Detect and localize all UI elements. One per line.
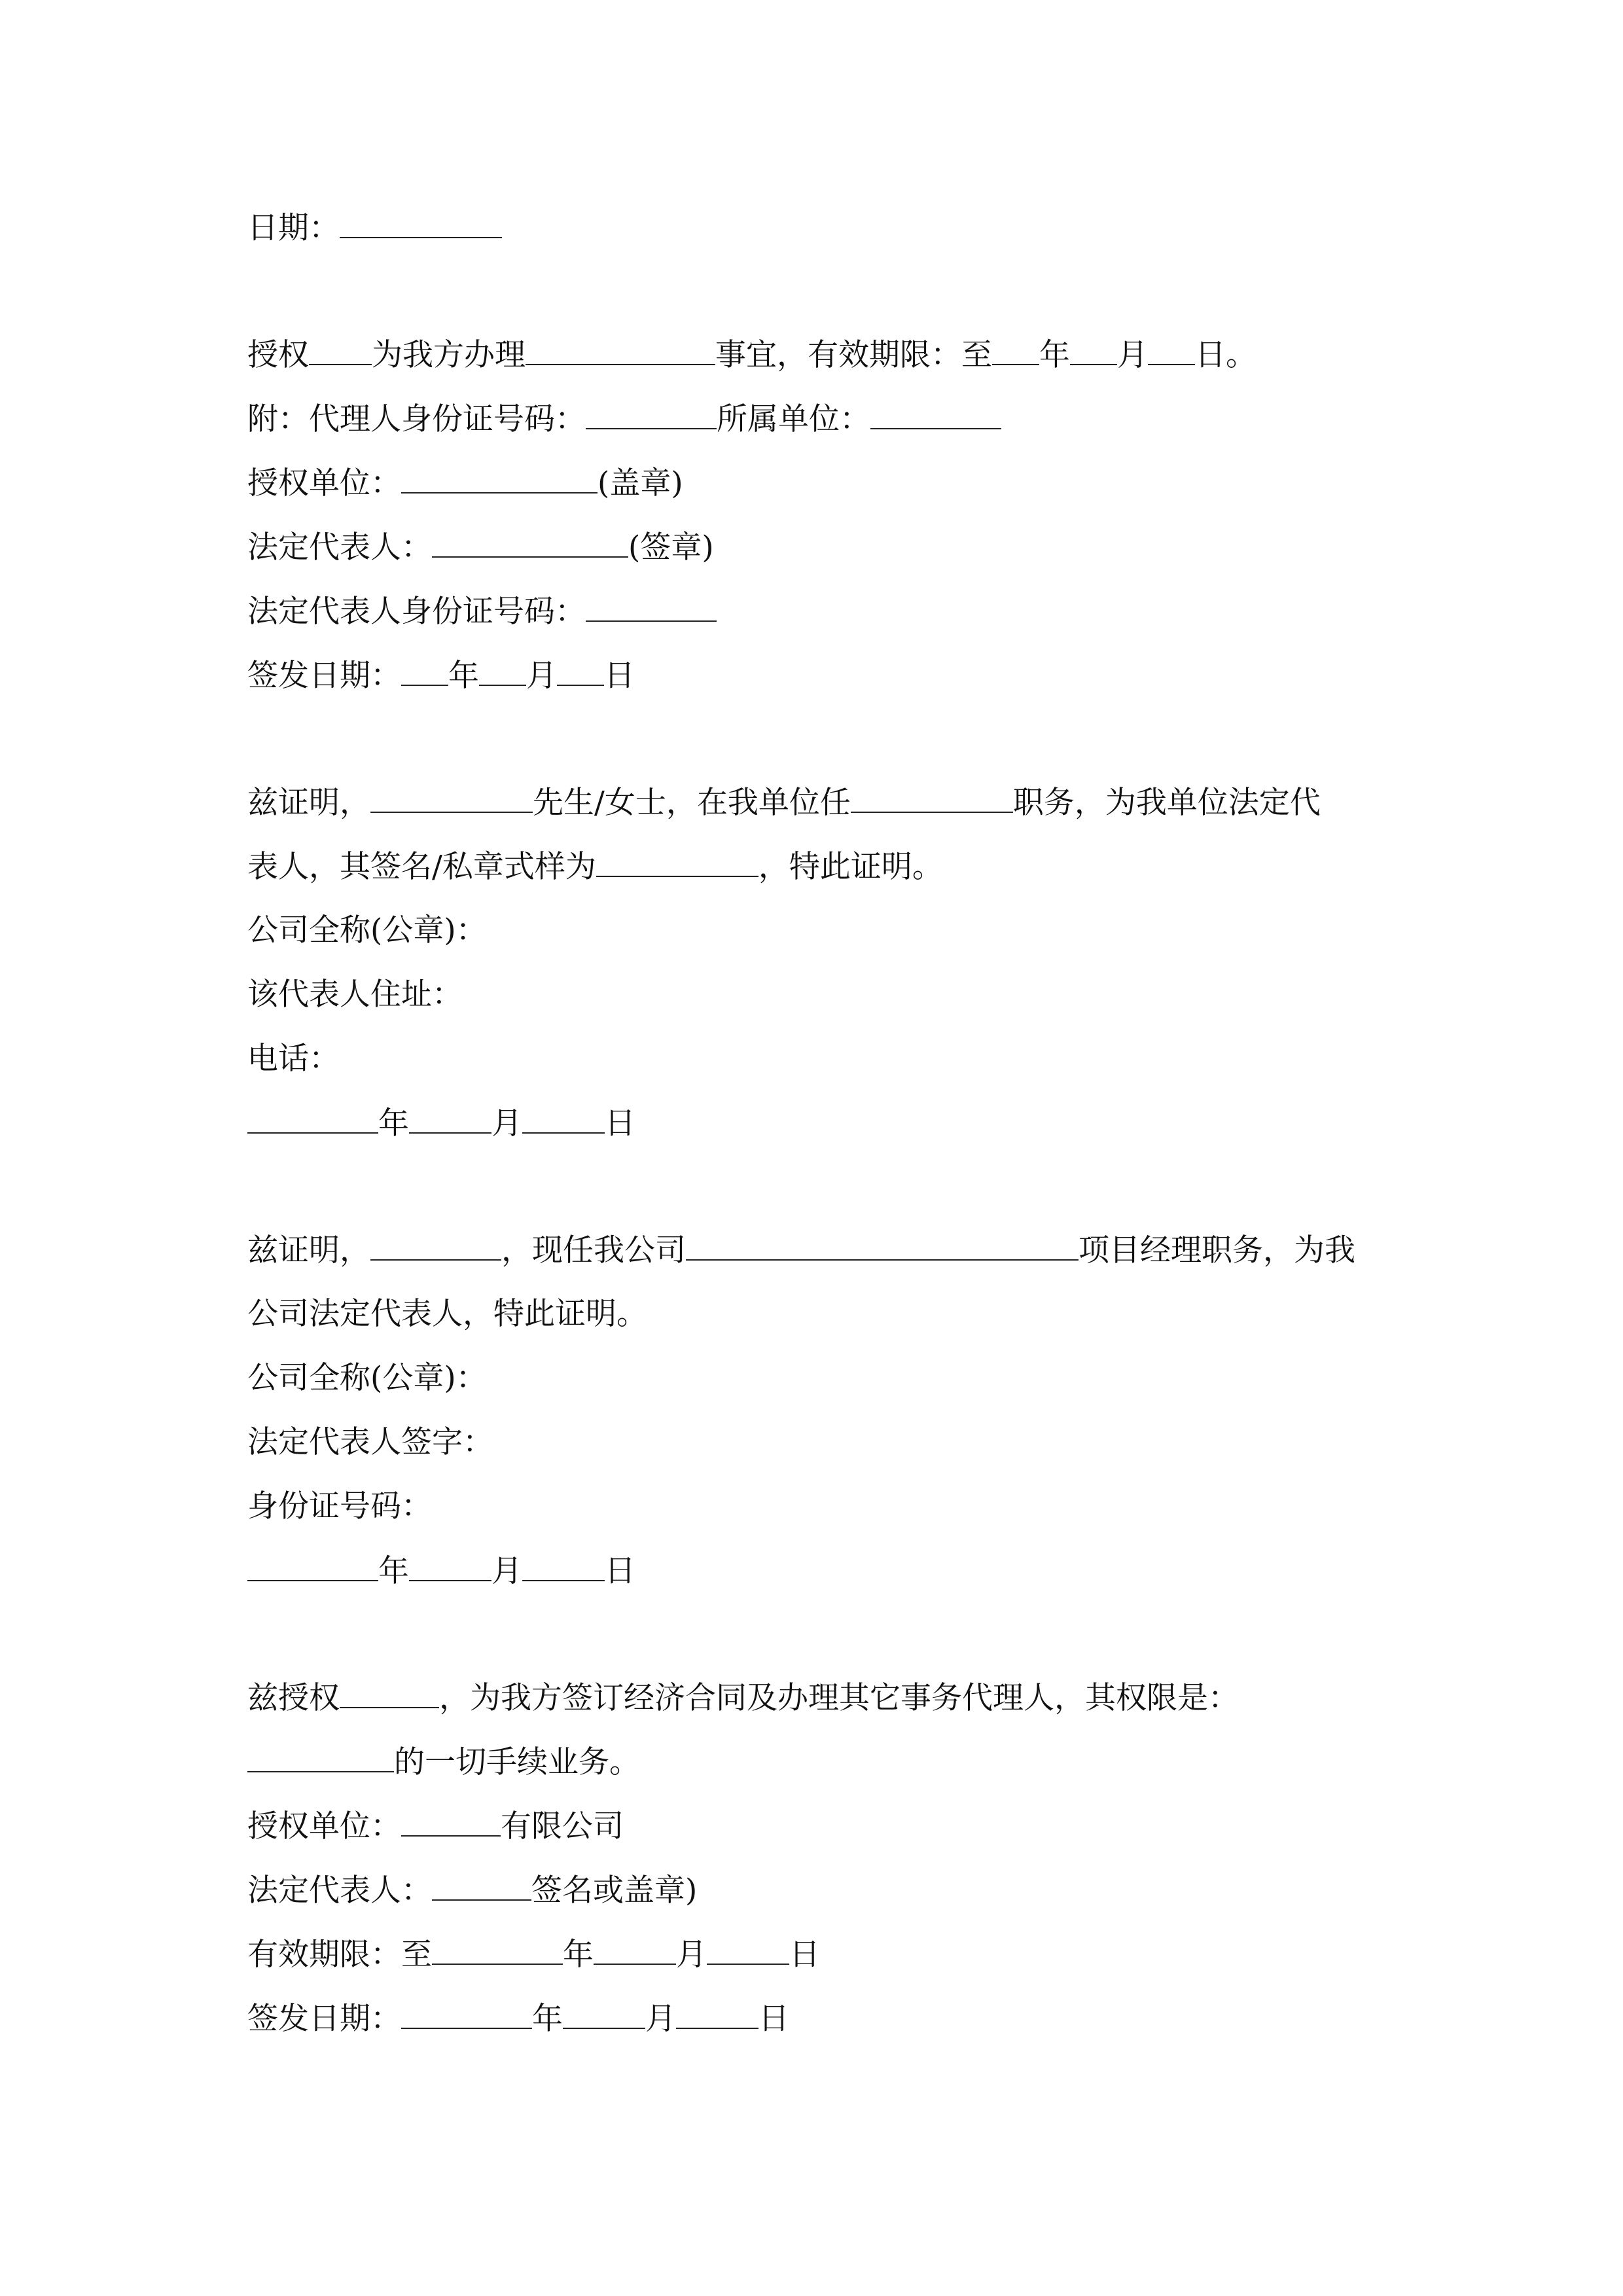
text-segment: 年 <box>378 1553 409 1589</box>
text-segment: 兹证明， <box>247 1232 370 1268</box>
text-segment: 月 <box>526 658 557 694</box>
issue-date-line <box>247 1999 789 2038</box>
text-segment: 年 <box>532 2001 563 2037</box>
text-segment: 兹证明， <box>247 785 370 821</box>
text-segment: 日 <box>758 2001 789 2037</box>
text-segment: 有限公司 <box>501 1808 624 1844</box>
text-segment: 的一切手续业务。 <box>394 1744 640 1780</box>
month-blank <box>563 1999 645 2029</box>
text-segment: 授权单位： <box>247 465 401 501</box>
date-blank <box>340 208 502 238</box>
agent-id-blank <box>586 399 717 429</box>
legal-rep-blank <box>432 528 628 558</box>
power-of-attorney-line-2 <box>247 1742 640 1782</box>
power-of-attorney-line <box>247 1678 1239 1717</box>
text-segment: 年 <box>563 1937 594 1973</box>
validity-line <box>247 1935 820 1974</box>
unit-blank <box>401 1806 501 1837</box>
legal-rep-id-blank <box>586 592 717 622</box>
day-blank <box>522 1103 605 1134</box>
text-segment: 月 <box>645 2001 676 2037</box>
year-blank <box>247 1551 378 1581</box>
text-segment: 日。 <box>1195 337 1257 373</box>
phone-line: 电话： <box>247 1041 340 1077</box>
text-segment: 日 <box>789 1937 820 1973</box>
text-segment: 年 <box>378 1105 409 1141</box>
text-segment: ，现任我公司 <box>501 1232 686 1268</box>
text-segment: ，为我方签订经济合同及办理其它事务代理人，其权限是： <box>439 1680 1239 1716</box>
day-blank <box>1148 335 1195 365</box>
text-segment: 兹授权 <box>247 1680 340 1716</box>
month-blank <box>594 1935 676 1965</box>
text-segment: 年 <box>1039 337 1070 373</box>
name-blank <box>370 1230 501 1261</box>
matter-blank <box>526 335 715 365</box>
month-blank <box>1070 335 1117 365</box>
year-blank <box>401 656 448 686</box>
certificate-line-2 <box>247 847 943 886</box>
year-blank <box>247 1103 378 1134</box>
text-segment: 月 <box>491 1105 522 1141</box>
date-line <box>247 1551 635 1590</box>
text-segment: 先生/女士，在我单位任 <box>533 785 851 821</box>
text-segment: 授权单位： <box>247 1808 401 1844</box>
certificate-line-2: 公司法定代表人，特此证明。 <box>247 1296 647 1332</box>
text-segment: ，特此证明。 <box>758 849 943 885</box>
text-segment: 事宜，有效期限：至 <box>715 337 992 373</box>
text-segment: 法定代表人身份证号码： <box>247 594 586 630</box>
name-blank <box>370 783 533 813</box>
text-segment: (签章) <box>628 529 714 565</box>
day-blank <box>676 1999 758 2029</box>
text-segment: 附：代理人身份证号码： <box>247 401 586 437</box>
issue-date-line <box>247 656 635 695</box>
authorizing-unit-line <box>247 463 683 503</box>
date-line <box>247 208 502 247</box>
project-blank <box>686 1230 1079 1261</box>
date-line <box>247 1103 635 1143</box>
text-segment: 年 <box>448 658 479 694</box>
year-blank <box>992 335 1039 365</box>
company-name-line: 公司全称(公章)： <box>247 912 487 948</box>
id-number-line: 身份证号码： <box>247 1488 432 1524</box>
text-segment: 签名或盖章) <box>531 1873 698 1909</box>
text-segment: 授权 <box>247 337 309 373</box>
text-segment: (盖章) <box>597 465 683 501</box>
text-segment: 法定代表人： <box>247 1873 432 1909</box>
position-blank <box>851 783 1013 813</box>
agent-name-blank <box>309 335 372 365</box>
legal-rep-line <box>247 1871 697 1910</box>
text-segment: 为我方办理 <box>372 337 526 373</box>
day-blank <box>522 1551 605 1581</box>
signature-blank <box>596 847 758 877</box>
legal-rep-signature-line: 法定代表人签字： <box>247 1424 493 1460</box>
date-label: 日期： <box>247 210 340 246</box>
text-segment: 日 <box>604 658 635 694</box>
scope-blank <box>247 1742 394 1772</box>
text-segment: 有效期限：至 <box>247 1937 432 1973</box>
address-line: 该代表人住址： <box>247 977 463 1013</box>
legal-rep-line <box>247 528 714 567</box>
text-segment: 表人，其签名/私章式样为 <box>247 849 596 885</box>
certificate-line <box>247 1230 1355 1270</box>
unit-blank <box>401 463 597 493</box>
certificate-line <box>247 783 1321 822</box>
agent-unit-blank <box>870 399 1001 429</box>
month-blank <box>409 1551 491 1581</box>
year-blank <box>432 1935 563 1965</box>
text-segment: 日 <box>605 1105 635 1141</box>
text-segment: 月 <box>676 1937 707 1973</box>
agent-name-blank <box>340 1678 439 1708</box>
year-blank <box>401 1999 532 2029</box>
text-segment: 签发日期： <box>247 2001 401 2037</box>
month-blank <box>479 656 526 686</box>
text-segment: 日 <box>605 1553 635 1589</box>
month-blank <box>409 1103 491 1134</box>
legal-rep-id-line <box>247 592 717 631</box>
company-name-line: 公司全称(公章)： <box>247 1360 487 1396</box>
text-segment: 法定代表人： <box>247 529 432 565</box>
authorization-line <box>247 335 1257 374</box>
text-segment: 职务，为我单位法定代 <box>1012 785 1321 821</box>
day-blank <box>707 1935 789 1965</box>
day-blank <box>557 656 604 686</box>
text-segment: 项目经理职务，为我 <box>1079 1232 1355 1268</box>
authorizing-unit-line <box>247 1806 624 1846</box>
agent-id-line <box>247 399 1001 439</box>
text-segment: 月 <box>1117 337 1148 373</box>
text-segment: 所属单位： <box>717 401 870 437</box>
legal-rep-blank <box>432 1871 531 1901</box>
text-segment: 月 <box>491 1553 522 1589</box>
text-segment: 签发日期： <box>247 658 401 694</box>
